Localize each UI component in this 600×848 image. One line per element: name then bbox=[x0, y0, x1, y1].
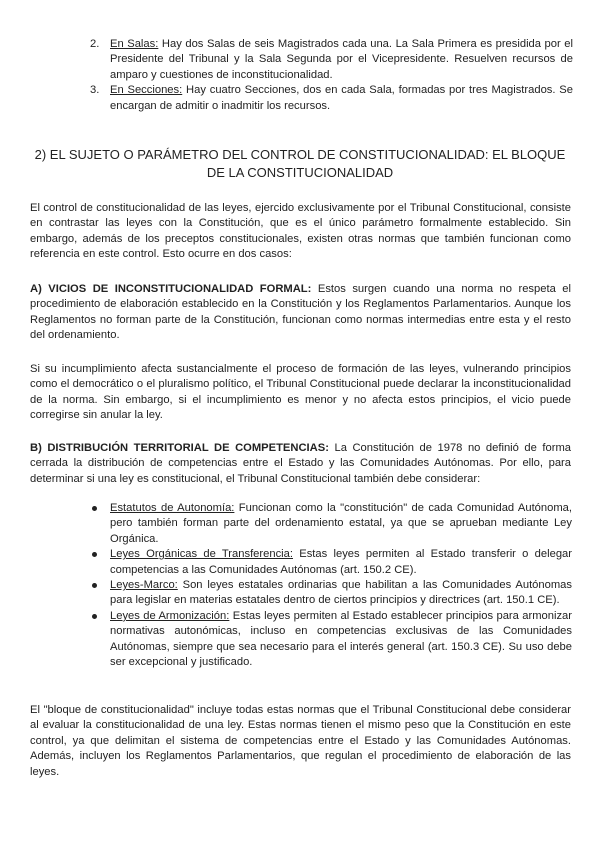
territorial-distribution-text: La Constitución de 1978 no definió de forma cerrada la distribución de competencias entre el Estado y las Comunidades Autónomas. Por ello, para determinar si una ley es constitucional, el Tribunal Constitucional también debe considerar: bbox=[30, 442, 571, 485]
list-marker: 3. bbox=[90, 84, 100, 97]
list-item-text: Hay dos Salas de seis Magistrados cada una. La Sala Primera es presidida por el Presidente del Tribunal y la Sala Segunda por el Vicepresidente. Resuelven recursos de amparo y cuestiones de inconstitucionalidad. bbox=[110, 38, 573, 81]
bullet-item-text: Funcionan como la "constitución" de cada Comunidad Autónoma, pero también forman parte del ordenamiento estatal, ya que se aprueban mediante Ley Orgánica. bbox=[110, 502, 572, 545]
bullet-item-text: Son leyes estatales ordinarias que habilitan a las Comunidades Autónomas para legislar en materias estatales dentro de ciertos principios y directrices (art. 150.1 CE). bbox=[110, 579, 572, 607]
list-item-term: En Secciones: bbox=[110, 84, 183, 97]
bullet-dot-icon bbox=[92, 583, 97, 588]
bullet-item bbox=[90, 578, 572, 609]
list-item-text: Hay cuatro Secciones, dos en cada Sala, formadas por tres Magistrados. Se encargan de admitir o inadmitir los recursos. bbox=[110, 84, 573, 112]
bullet-item bbox=[90, 501, 572, 547]
list-item bbox=[90, 83, 573, 114]
numbered-list bbox=[90, 37, 573, 114]
bullet-list bbox=[90, 501, 572, 670]
bullet-dot-icon bbox=[92, 614, 97, 619]
formal-vices-heading: A) VICIOS DE INCONSTITUCIONALIDAD FORMAL: bbox=[30, 283, 312, 295]
bullet-dot-icon bbox=[92, 506, 97, 511]
formal-vices-paragraph bbox=[30, 282, 571, 344]
list-item bbox=[90, 37, 573, 83]
list-item-term: En Salas: bbox=[110, 38, 159, 50]
bullet-item-term: Leyes de Armonización: bbox=[110, 609, 230, 622]
bullet-dot-icon bbox=[92, 552, 97, 557]
bullet-item bbox=[90, 609, 572, 671]
section-heading: 2) EL SUJETO O PARÁMETRO DEL CONTROL DE CONSTITUCIONALIDAD: EL BLOQUE DE LA CONSTITUCIONALIDAD bbox=[34, 147, 566, 180]
bullet-item-text: Estas leyes permiten al Estado transferir o delegar competencias a las Comunidades Autónomas (art. 150.2 CE). bbox=[110, 548, 572, 576]
formal-vices-text: Estos surgen cuando una norma no respeta el procedimiento de elaboración establecido en la Constitución y los Reglamentos Parlamentarios. Aunque los Reglamentos no forman parte de la Constitución, funcionan como normas intermedias entre esta y el resto del ordenamiento. bbox=[30, 283, 571, 342]
list-marker: 2. bbox=[90, 38, 100, 50]
bullet-item-term: Leyes Orgánicas de Transferencia: bbox=[110, 548, 293, 561]
bloque-paragraph: El "bloque de constitucionalidad" incluye todas estas normas que el Tribunal Constitucional debe considerar al evaluar la constitucionalidad de una ley. Estas normas tienen el mismo peso que la Constitución en este control, ya que delimitan el sistema de competencias entre el Estado y las Comunidades Autónomas. Además, incluyen los Reglamentos Parlamentarios, que regulan el procedimiento de elaboración de las leyes. bbox=[30, 704, 571, 778]
territorial-distribution-heading: B) DISTRIBUCIÓN TERRITORIAL DE COMPETENCIAS: bbox=[30, 442, 329, 454]
territorial-distribution-paragraph bbox=[30, 441, 571, 487]
bullet-item-term: Leyes-Marco: bbox=[110, 579, 178, 592]
bullet-item-text: Estas leyes permiten al Estado establecer principios para armonizar normativas autonómicas, incluso en competencias exclusivas de las Comunidades Autónomas, siempre que sea necesario para el interés general (art. 150.3 CE). Su uso debe ser excepcional y justificado. bbox=[110, 609, 572, 669]
incumplimiento-paragraph: Si su incumplimiento afecta sustancialmente el proceso de formación de las leyes, vulnerando principios como el democrático o el pluralismo político, el Tribunal Constitucional puede declarar la inconstitucionalidad de la norma. Sin embargo, si el incumplimiento es menor y no afecta estos principios, el vicio puede corregirse sin anular la ley. bbox=[30, 363, 571, 422]
bullet-item bbox=[90, 547, 572, 578]
intro-paragraph: El control de constitucionalidad de las leyes, ejercido exclusivamente por el Tribunal Constitucional, consiste en contrastar las leyes con la Constitución, que es el único parámetro formalmente establecido. Sin embargo, además de los preceptos constitucionales, existen otras normas que también funcionan como referencia en este control. Esto ocurre en dos casos: bbox=[30, 202, 571, 261]
bullet-item-term: Estatutos de Autonomía: bbox=[110, 502, 235, 514]
